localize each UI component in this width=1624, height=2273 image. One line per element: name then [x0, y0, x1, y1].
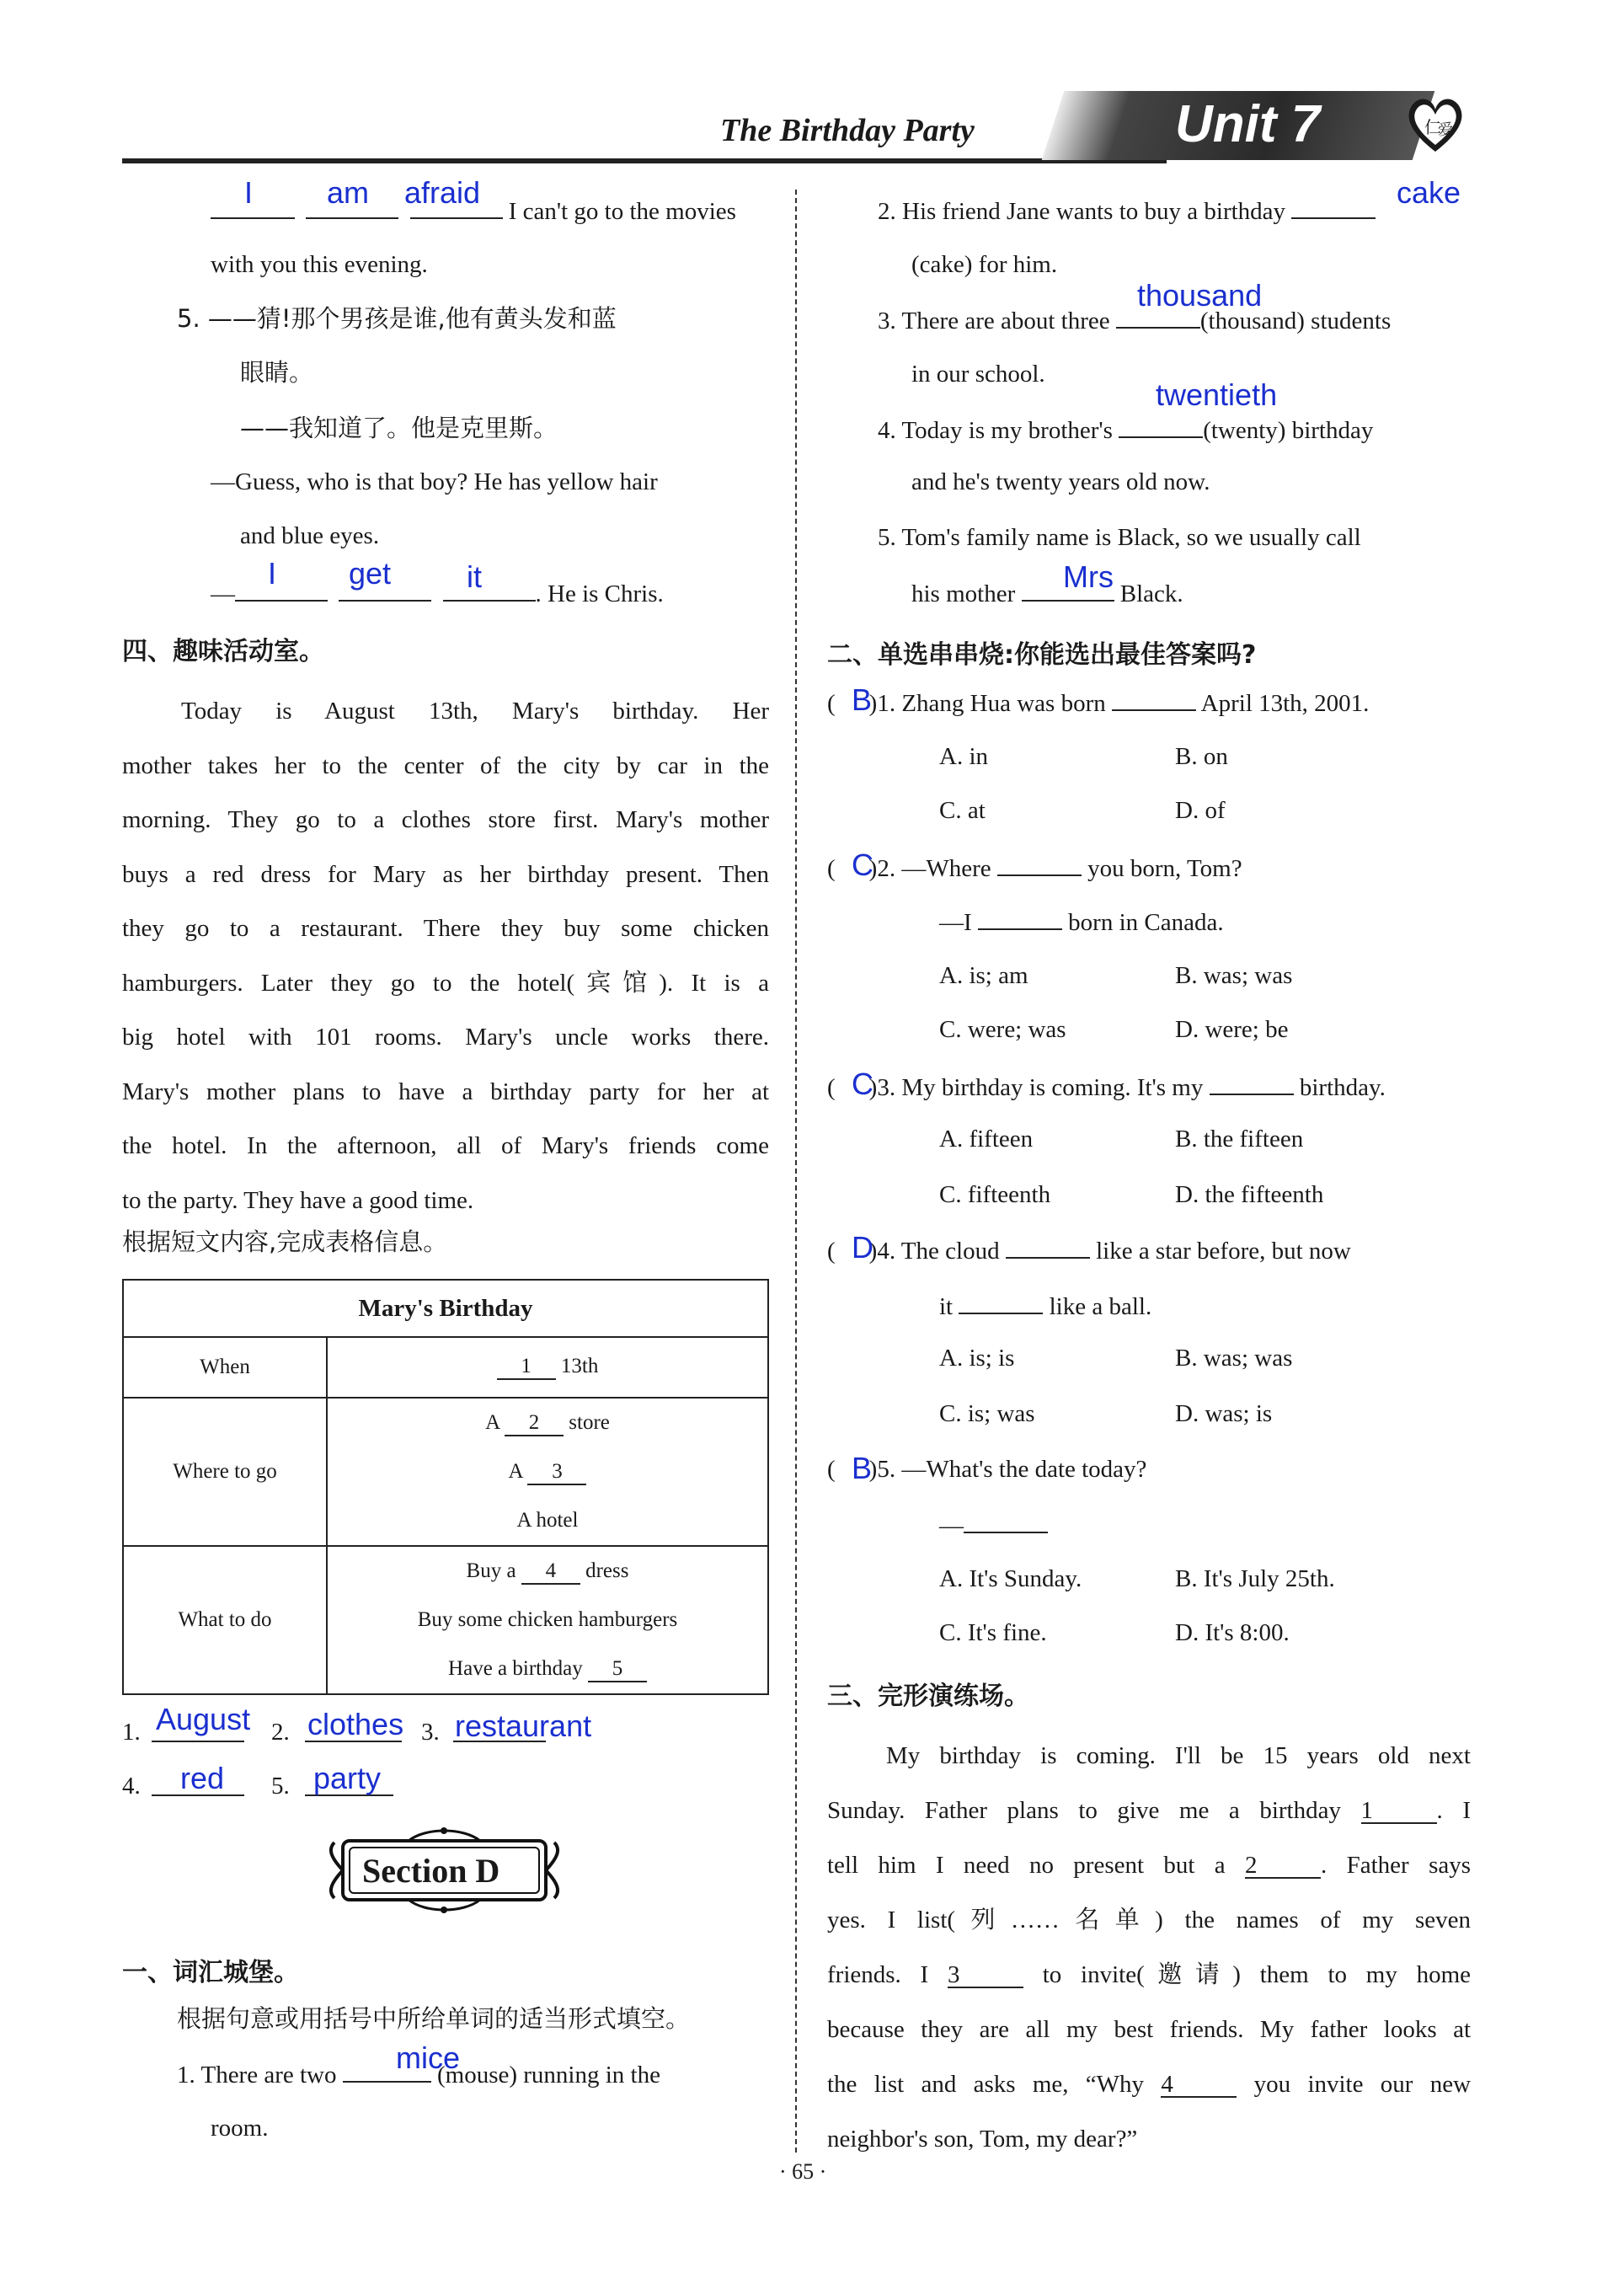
mc-option: C. is; was — [939, 1400, 1035, 1427]
row-text: A — [508, 1460, 523, 1483]
what-cell — [327, 1546, 768, 1694]
cloze-blank: 1 — [1361, 1799, 1437, 1824]
mc-option: A. is; is — [939, 1345, 1015, 1372]
blank — [997, 853, 1082, 876]
blank — [1006, 1235, 1090, 1259]
where-label: Where to go — [123, 1398, 327, 1546]
cloze-text: friends. I — [827, 1961, 929, 1988]
mc-option: A. It's Sunday. — [939, 1565, 1082, 1592]
mc-heading: 二、单选串串烧:你能选出最佳答案吗? — [827, 640, 1257, 670]
table-blank: 4 — [521, 1559, 580, 1585]
question-5-cn-reply: ——我知道了。他是克里斯。 — [240, 414, 558, 442]
vocab-heading: 一、词汇城堡。 — [122, 1958, 299, 1987]
handwritten-answer: mice — [396, 2040, 461, 2075]
handwritten-answer: I — [268, 556, 277, 591]
cloze-blank: 4 — [1161, 2072, 1237, 2098]
mc-question: )4. The cloud — [868, 1238, 1000, 1265]
mc-answer: B — [852, 682, 873, 717]
table-title: Mary's Birthday — [123, 1280, 768, 1337]
row-text: A — [485, 1411, 499, 1434]
passage-line: the hotel. In the afternoon, all of Mary's friends come — [122, 1132, 769, 1159]
mc-option: B. the fifteen — [1175, 1126, 1304, 1153]
passage-line: morning. They go to a clothes store first. Mary's mother — [122, 806, 769, 833]
cloze-passage — [827, 1729, 1471, 2167]
when-value-cell — [327, 1337, 768, 1398]
mc-question: —I — [939, 909, 972, 936]
cloze-text: . Father says — [1321, 1852, 1472, 1879]
question-text: (cake) for him. — [911, 251, 1058, 278]
question-text: 3. There are about three — [878, 308, 1110, 334]
mc-option: D. It's 8:00. — [1175, 1619, 1290, 1646]
handwritten-answer: twentieth — [1156, 377, 1278, 412]
sentence-text: with you this evening. — [211, 251, 428, 278]
blank — [1210, 1072, 1294, 1095]
question-5-cn: 5. ——猜!那个男孩是谁,他有黄头发和蓝 — [177, 304, 617, 333]
section-d-title: Section D — [362, 1852, 500, 1890]
row-text: store — [569, 1411, 610, 1434]
svg-text:爱: 爱 — [1438, 121, 1453, 139]
header-title: The Birthday Party — [720, 113, 975, 148]
blank — [1119, 414, 1203, 438]
vocab-instruction: 根据句意或用括号中所给单词的适当形式填空。 — [177, 2004, 691, 2033]
mc-answer: C — [852, 848, 873, 882]
mc-option: C. at — [939, 797, 986, 824]
blank — [978, 907, 1062, 930]
answer-label: 2. — [271, 1719, 290, 1746]
unit-label: Unit 7 — [1175, 95, 1321, 153]
passage-line: Today is August 13th, Mary's birthday. Her — [181, 698, 769, 725]
mc-option: D. the fifteenth — [1175, 1181, 1324, 1208]
question-text: 4. Today is my brother's — [878, 417, 1113, 444]
mc-option: A. in — [939, 743, 988, 770]
mc-answer: D — [852, 1230, 873, 1265]
cloze-blank: 3 — [948, 1963, 1023, 1988]
passage-line: Mary's mother plans to have a birthday party for her at — [122, 1078, 769, 1105]
handwritten-answer: get — [349, 556, 392, 591]
blank — [964, 1510, 1048, 1533]
page-number: · 65 · — [779, 2159, 827, 2184]
answer-label: 1. — [122, 1719, 141, 1746]
sentence-text: I can't go to the movies — [508, 198, 736, 225]
mc-option: C. It's fine. — [939, 1619, 1047, 1646]
mc-option: B. was; was — [1175, 962, 1293, 989]
blank — [1112, 687, 1196, 711]
mc-question: April 13th, 2001. — [1200, 690, 1370, 717]
handwritten-answer: am — [327, 175, 370, 210]
heart-logo-icon — [1402, 89, 1468, 157]
when-value: 13th — [560, 1355, 599, 1377]
question-text: (thousand) students — [1199, 308, 1392, 334]
mc-option: C. fifteenth — [939, 1181, 1051, 1208]
cloze-text: to invite(邀请) them to my home — [1042, 1961, 1472, 1988]
mc-option: A. fifteen — [939, 1126, 1034, 1153]
header-rule — [122, 158, 1167, 163]
cloze-text: you invite our new — [1253, 2071, 1472, 2098]
mc-option: B. was; was — [1175, 1345, 1293, 1372]
cloze-line: because they are all my best friends. My father looks at — [827, 2016, 1471, 2043]
handwritten-answer: party — [313, 1761, 382, 1795]
blank — [959, 1291, 1043, 1314]
passage-line: mother takes her to the center of the city by car in the — [122, 751, 769, 779]
mc-question: )3. My birthday is coming. It's my — [868, 1074, 1204, 1101]
question-text: 5. Tom's family name is Black, so we usually call — [878, 524, 1361, 551]
where-cell — [327, 1398, 768, 1546]
mc-question: )2. —Where — [868, 855, 991, 882]
mc-answer: B — [852, 1451, 873, 1485]
question-5-en: and blue eyes. — [240, 522, 380, 549]
handwritten-answer: restaurant — [455, 1709, 592, 1743]
column-divider — [795, 190, 797, 2153]
passage-line: to the party. They have a good time. — [122, 1186, 474, 1214]
question-text: 2. His friend Jane wants to buy a birthday — [878, 198, 1286, 225]
handwritten-answer: thousand — [1137, 278, 1263, 313]
cloze-text: . I — [1436, 1797, 1471, 1824]
answer-label: 3. — [421, 1719, 440, 1746]
blank — [1291, 195, 1376, 219]
handwritten-answer: red — [180, 1761, 225, 1795]
question-text: in our school. — [911, 361, 1045, 388]
handwritten-answer: it — [467, 559, 482, 594]
mc-option: A. is; am — [939, 962, 1028, 989]
blank — [443, 578, 536, 602]
table-blank: 5 — [588, 1657, 647, 1682]
when-label: When — [123, 1337, 327, 1398]
mc-option: B. on — [1175, 743, 1228, 770]
passage — [122, 684, 769, 1227]
table-blank: 2 — [505, 1411, 564, 1436]
svg-text:仁: 仁 — [1424, 117, 1441, 137]
what-label: What to do — [123, 1546, 327, 1694]
handwritten-answer: Mrs — [1063, 559, 1114, 594]
mc-question: you born, Tom? — [1087, 855, 1242, 882]
question-text: room. — [211, 2115, 269, 2142]
question-text: 1. There are two — [177, 2062, 337, 2088]
mc-answer: C — [852, 1067, 873, 1101]
cloze-line: My birthday is coming. I'll be 15 years old next — [886, 1742, 1471, 1769]
mc-question: like a ball. — [1049, 1293, 1152, 1320]
cloze-blank: 2 — [1245, 1853, 1321, 1879]
cloze-line: yes. I list(列……名单) the names of my seven — [827, 1907, 1471, 1933]
cloze-text: tell him I need no present but a — [827, 1852, 1226, 1879]
mc-option: D. were; be — [1175, 1016, 1289, 1043]
table-blank: 3 — [527, 1460, 586, 1485]
row-text: Buy a — [466, 1559, 516, 1582]
mc-option: D. of — [1175, 797, 1226, 824]
row-text: Buy some chicken hamburgers — [417, 1608, 678, 1631]
mc-question: )5. —What's the date today? — [868, 1456, 1147, 1483]
question-5-en: —Guess, who is that boy? He has yellow hair — [211, 468, 658, 495]
mc-question: )1. Zhang Hua was born — [868, 690, 1106, 717]
mc-question: born in Canada. — [1068, 909, 1224, 936]
handwritten-answer: cake — [1397, 175, 1461, 210]
where-hotel: A hotel — [516, 1509, 579, 1532]
question-text: (twenty) birthday — [1203, 417, 1374, 444]
passage-line: hamburgers. Later they go to the hotel(宾馆). It is a — [122, 969, 769, 997]
table-blank: 1 — [497, 1355, 556, 1380]
question-text: Black. — [1119, 580, 1183, 607]
blank — [235, 578, 328, 602]
cloze-text: Sunday. Father plans to give me a birthday — [827, 1797, 1341, 1824]
cloze-line: neighbor's son, Tom, my dear?” — [827, 2126, 1138, 2153]
question-5-cn-cont: 眼睛。 — [240, 358, 314, 387]
table-instruction: 根据短文内容,完成表格信息。 — [122, 1227, 448, 1256]
blank — [152, 1741, 244, 1742]
handwritten-answer: clothes — [307, 1707, 404, 1741]
marys-birthday-table — [122, 1279, 769, 1695]
passage-line: they go to a restaurant. There they buy some chicken — [122, 915, 769, 942]
mc-option: D. was; is — [1175, 1400, 1273, 1427]
handwritten-answer: I — [244, 175, 254, 210]
mc-question: birthday. — [1299, 1074, 1386, 1101]
passage-line: buys a red dress for Mary as her birthday present. Then — [122, 860, 769, 888]
row-text: dress — [585, 1559, 629, 1582]
mc-question: it — [939, 1293, 954, 1320]
handwritten-answer: August — [156, 1702, 251, 1736]
cloze-heading: 三、完形演练场。 — [827, 1682, 1029, 1711]
mc-option: B. It's July 25th. — [1175, 1565, 1335, 1592]
question-text: (mouse) running in the — [437, 2062, 660, 2088]
mc-question: like a star before, but now — [1096, 1238, 1351, 1265]
cloze-text: the list and asks me, “Why — [827, 2071, 1145, 2098]
answer-label: 5. — [271, 1773, 290, 1800]
answer-label: 4. — [122, 1773, 141, 1800]
mc-question: — — [939, 1512, 964, 1539]
passage-line: big hotel with 101 rooms. Mary's uncle works there. — [122, 1024, 769, 1051]
question-text: and he's twenty years old now. — [911, 468, 1210, 495]
section-4-heading: 四、趣味活动室。 — [122, 637, 324, 666]
sentence-text: . He is Chris. — [535, 580, 664, 607]
question-text: his mother — [911, 580, 1016, 607]
handwritten-answer: afraid — [404, 175, 481, 210]
mc-option: C. were; was — [939, 1016, 1066, 1043]
row-text: Have a birthday — [448, 1657, 583, 1680]
